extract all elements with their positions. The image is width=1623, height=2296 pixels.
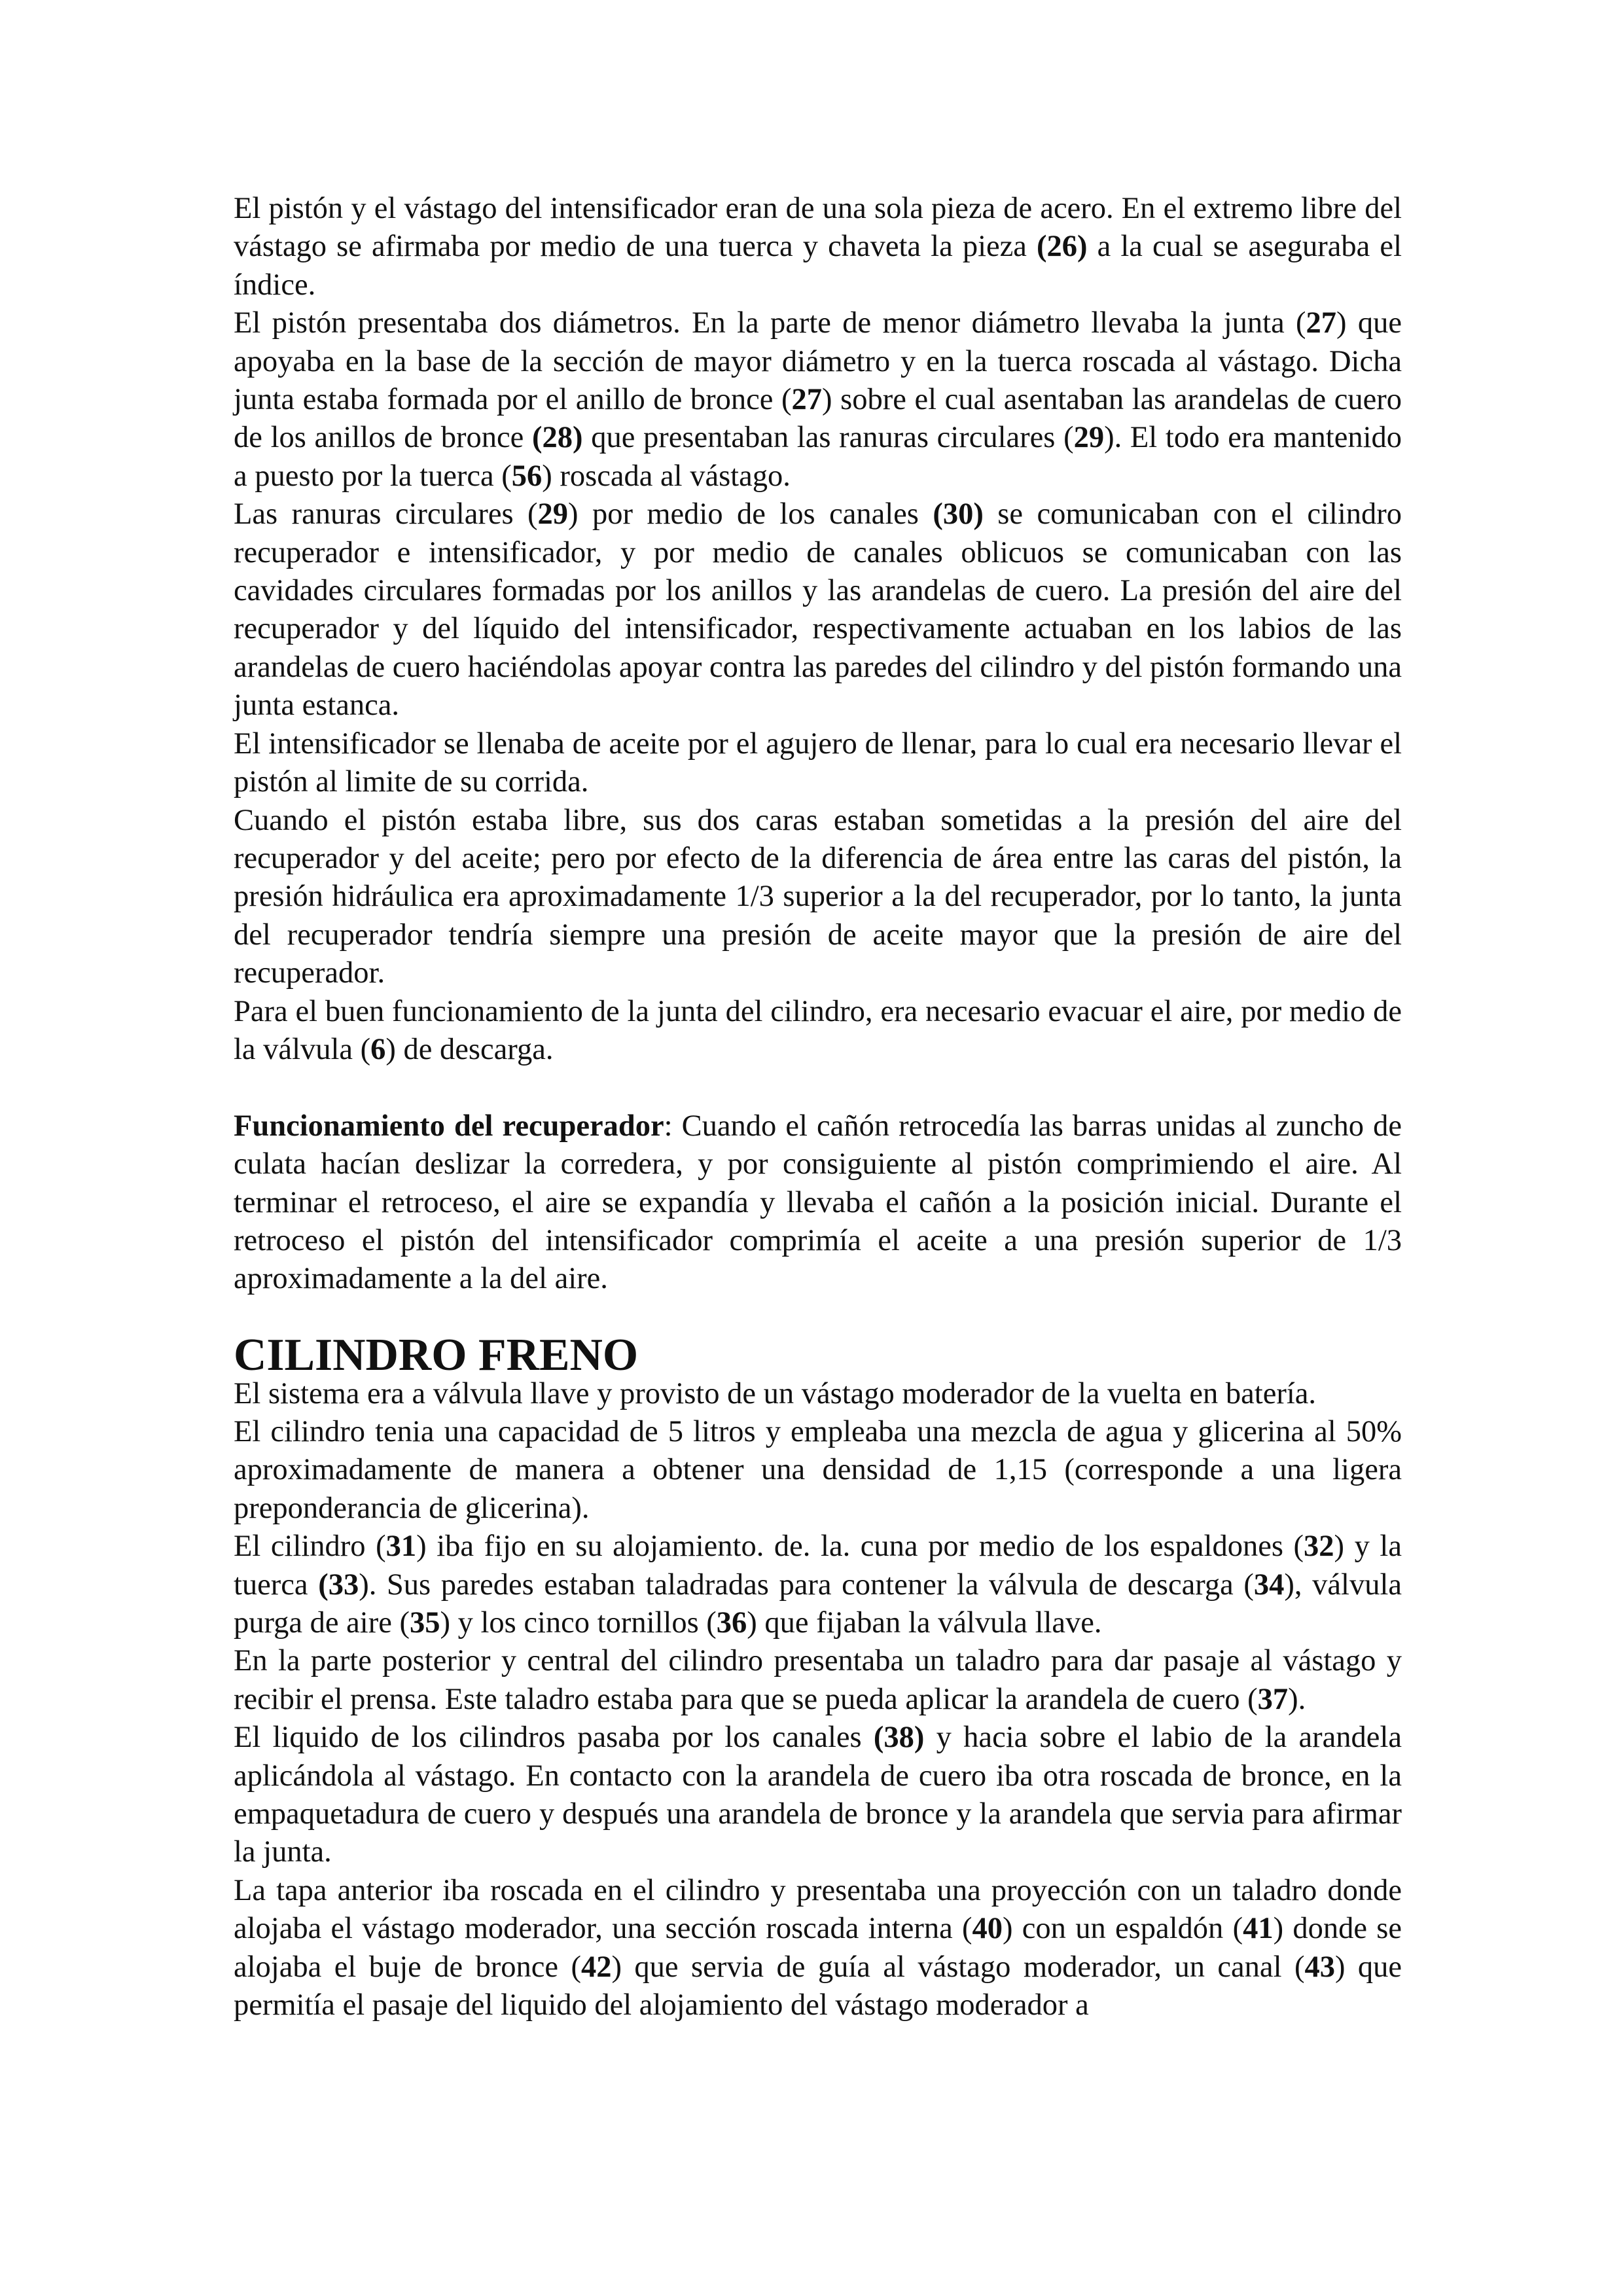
part-reference: (30) xyxy=(933,497,984,531)
section-intensificador xyxy=(234,190,1402,1069)
part-reference: (33 xyxy=(318,1568,359,1602)
paragraph: Cuando el pistón estaba libre, sus dos caras estaban sometidas a la presión del aire del recuperador y del aceite; pero por efecto de la diferencia de área entre las caras del pistón, la presión hidráulica era aproximadamente 1/3 superior a la del recuperador, por lo tanto, la junta del recuperador tendría siempre una presión de aceite mayor que la presión de aire del recuperador. xyxy=(234,803,1402,990)
paragraph: La tapa anterior iba roscada en el cilindro y presentaba una proyección con un taladro donde alojaba el vástago moderador, una sección roscada interna (40) con un espaldón (41) donde se alojaba el buje de bronce (42) que servia de guía al vástago moderador, un canal (43) que permitía el pasaje del liquido del alojamiento del vástago moderador a xyxy=(234,1873,1402,2022)
section-cilindro-freno xyxy=(234,1375,1402,2025)
paragraph: El liquido de los cilindros pasaba por los canales (38) y hacia sobre el labio de la arandela aplicándola al vástago. En contacto con la arandela de cuero iba otra roscada de bronce, en la empaquetadura de cuero y después una arandela de bronce y la arandela que servia para afirmar la junta. xyxy=(234,1721,1402,1869)
part-reference: 43 xyxy=(1304,1950,1335,1984)
document-page xyxy=(234,190,1402,2024)
paragraph: En la parte posterior y central del cilindro presentaba un taladro para dar pasaje al vástago y recibir el prensa. Este taladro estaba para que se pueda aplicar la arandela de cuero (37). xyxy=(234,1644,1402,1716)
section-heading-cilindro-freno: CILINDRO FRENO xyxy=(234,1330,639,1381)
part-reference: (26) xyxy=(1037,230,1088,264)
part-reference: 35 xyxy=(409,1606,440,1640)
part-reference: 27 xyxy=(1306,306,1337,340)
part-reference: 42 xyxy=(581,1950,612,1984)
part-reference: 6 xyxy=(370,1032,386,1066)
paragraph: El cilindro (31) iba fijo en su alojamiento. de. la. cuna por medio de los espaldones (32) y la tuerca (33). Sus paredes estaban taladradas para contener la válvula de descarga (34), válvula purga de aire (35) y los cinco tornillos (36) que fijaban la válvula llave. xyxy=(234,1530,1402,1640)
paragraph: Funcionamiento del recuperador: Cuando el cañón retrocedía las barras unidas al zuncho de culata hacían deslizar la corredera, y por consiguiente al pistón comprimiendo el aire. Al terminar el retroceso, el aire se expandía y llevaba el cañón a la posición inicial. Durante el retroceso el pistón del intensificador comprimía el aceite a una presión superior de 1/3 aproximadamente a la del aire. xyxy=(234,1109,1402,1296)
part-reference: 31 xyxy=(385,1530,417,1564)
part-reference: (38) xyxy=(873,1721,925,1755)
paragraph: Las ranuras circulares (29) por medio de los canales (30) se comunicaban con el cilindro recuperador e intensificador, y por medio de canales oblicuos se comunicaban con las cavidades circulares formadas por los anillos y las arandelas de cuero. La presión del aire del recuperador y del líquido del intensificador, respectivamente actuaban en los labios de las arandelas de cuero haciéndolas apoyar contra las paredes del cilindro y del pistón formando una junta estanca. xyxy=(234,497,1402,723)
part-reference: 27 xyxy=(791,383,822,417)
part-reference: 32 xyxy=(1304,1530,1334,1564)
paragraph: El cilindro tenia una capacidad de 5 litros y empleaba una mezcla de agua y glicerina al 50% aproximadamente de manera a obtener una densidad de 1,15 (corresponde a una ligera preponderancia de glicerina). xyxy=(234,1414,1402,1525)
part-reference: 37 xyxy=(1257,1682,1289,1716)
part-reference: 41 xyxy=(1243,1912,1274,1946)
part-reference: 36 xyxy=(716,1606,747,1640)
part-reference: 34 xyxy=(1253,1568,1285,1602)
part-reference: Funcionamiento del recuperador xyxy=(234,1109,664,1143)
part-reference: 56 xyxy=(511,459,543,493)
paragraph: El pistón y el vástago del intensificador eran de una sola pieza de acero. En el extremo libre del vástago se afirmaba por medio de una tuerca y chaveta la pieza (26) a la cual se aseguraba el índice. xyxy=(234,192,1402,302)
part-reference: 29 xyxy=(1073,421,1105,455)
part-reference: (28) xyxy=(532,421,583,455)
section-funcionamiento xyxy=(234,1107,1402,1299)
paragraph: El pistón presentaba dos diámetros. En la parte de menor diámetro llevaba la junta (27) que apoyaba en la base de la sección de mayor diámetro y en la tuerca roscada al vástago. Dicha junta estaba formada por el anillo de bronce (27) sobre el cual asentaban las arandelas de cuero de los anillos de bronce (28) que presentaban las ranuras circulares (29). El todo era mantenido a puesto por la tuerca (56) roscada al vástago. xyxy=(234,306,1402,493)
paragraph: Para el buen funcionamiento de la junta del cilindro, era necesario evacuar el aire, por medio de la válvula (6) de descarga. xyxy=(234,994,1402,1066)
part-reference: 29 xyxy=(537,497,569,531)
part-reference: 40 xyxy=(972,1912,1003,1946)
paragraph-gap xyxy=(234,1069,1402,1107)
paragraph: El intensificador se llenaba de aceite por el agujero de llenar, para lo cual era necesario llevar el pistón al limite de su corrida. xyxy=(234,726,1402,799)
paragraph: El sistema era a válvula llave y provisto de un vástago moderador de la vuelta en batería. xyxy=(234,1376,1317,1410)
